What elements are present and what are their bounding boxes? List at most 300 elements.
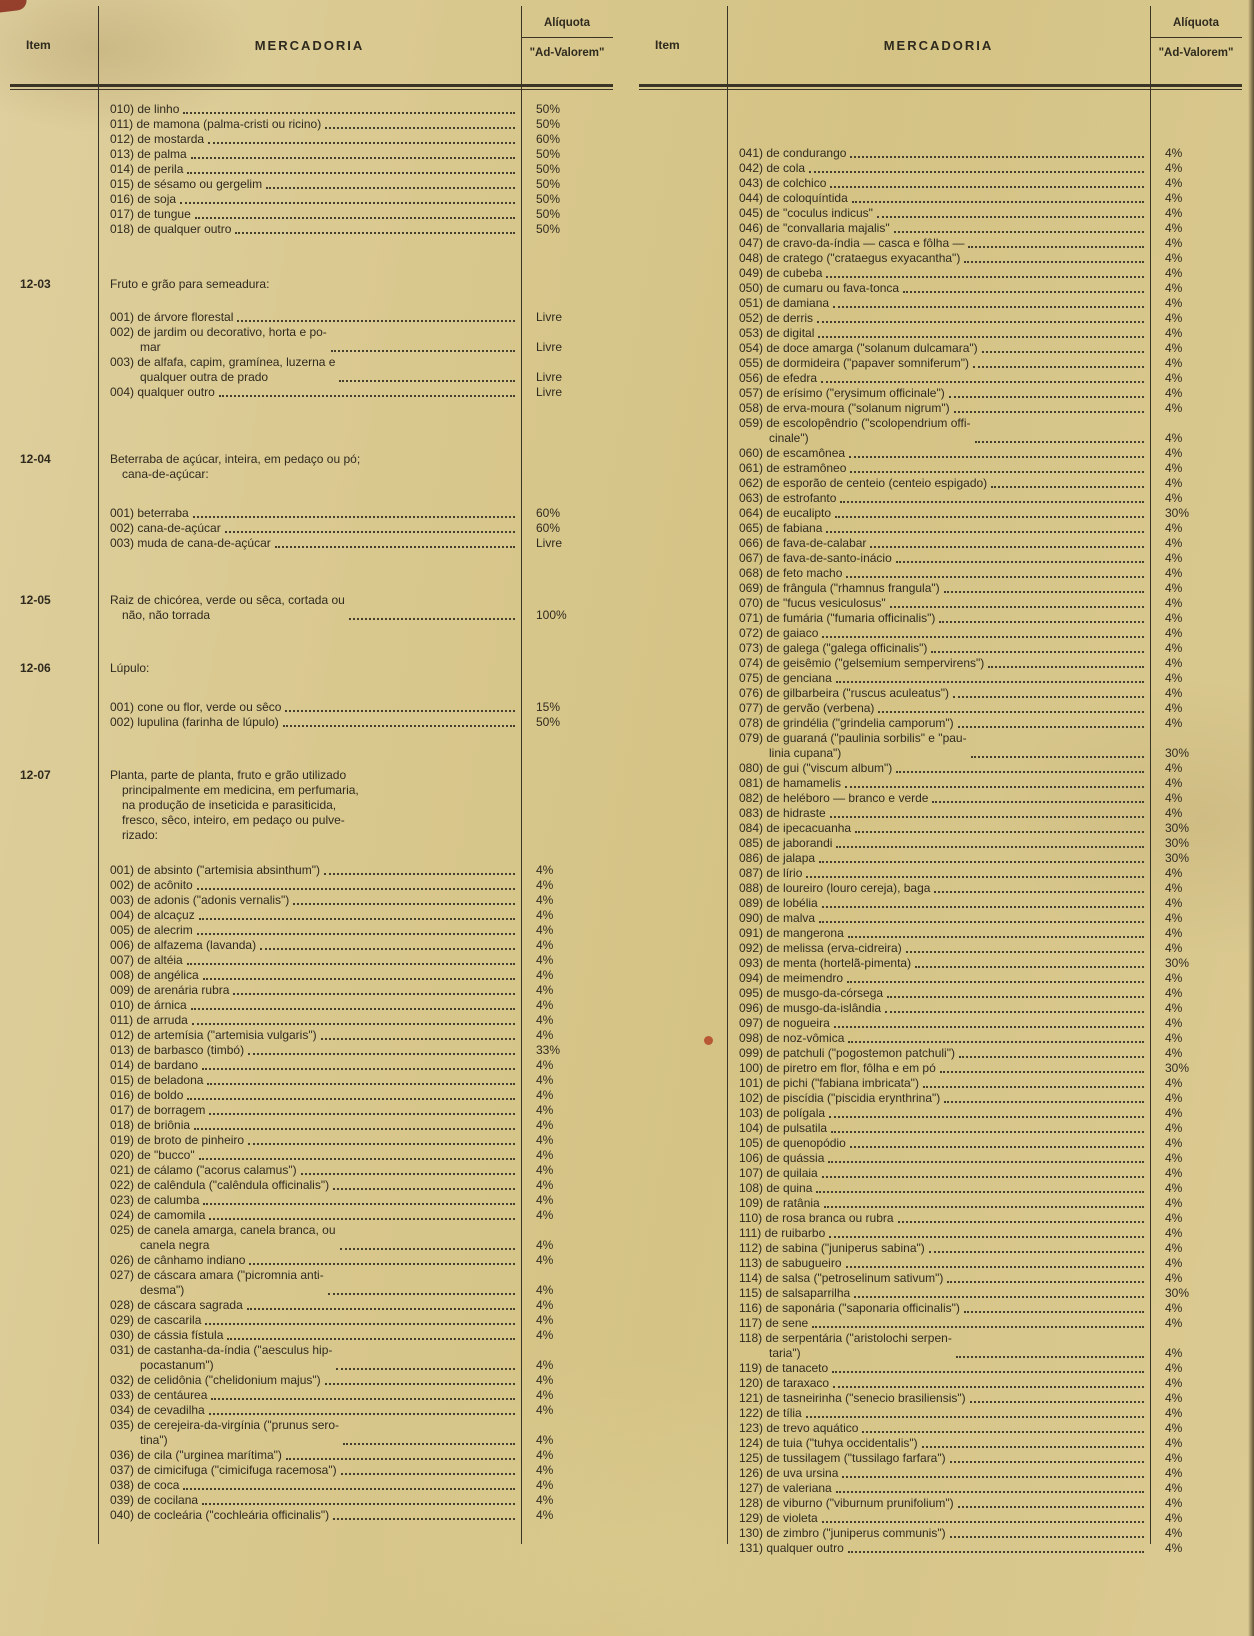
table-row [639,986,1242,1001]
mercadoria-text [727,281,899,296]
header-aliquota-label: Alíquota [521,6,613,38]
mercadoria-text [98,1118,190,1133]
item-code [10,102,98,117]
dot-leader [931,641,1144,653]
table-row [639,461,1242,476]
table-row [10,1148,613,1163]
aliquota-value: 30% [1165,851,1190,865]
item-code [639,581,727,596]
dot-leader [830,176,1144,188]
item-code [10,192,98,207]
table-row [639,356,1242,371]
dot-leader [341,1463,515,1475]
table-row [639,476,1242,491]
dot-leader [964,1301,1144,1313]
item-code [639,761,727,776]
mercadoria-text [98,1163,297,1178]
dot-leader [209,1208,515,1220]
mercadoria-text [727,1211,894,1226]
dot-leader [840,491,1144,503]
item-code [10,1103,98,1118]
item-code [10,310,98,325]
dot-leader [850,461,1144,473]
mercadoria-text [98,878,193,893]
dot-leader [812,1316,1144,1328]
dot-leader [191,147,515,159]
text-line: 091) de mangerona [739,926,844,940]
text-line: 054) de doce amarga ("solanum dulcamara") [739,341,978,355]
aliquota-value: 4% [1165,1466,1183,1480]
aliquota-value: 4% [1165,986,1183,1000]
text-line: 031) de castanha-da-índia ("aesculus hip- [110,1343,333,1357]
text-line: 122) de tília [739,1406,802,1420]
table-row [10,1313,613,1328]
item-code [10,1178,98,1193]
aliquota-value: 4% [1165,716,1183,730]
dot-leader [822,626,1144,638]
dot-leader [199,1148,515,1160]
mercadoria-text [98,102,179,117]
dot-leader [248,1043,515,1055]
mercadoria-text [727,701,874,716]
table-row [639,281,1242,296]
table-row [10,385,613,400]
mercadoria-text [98,983,229,998]
text-line: 003) de adonis ("adonis vernalis") [110,893,290,907]
text-line: 010) de linho [110,102,180,116]
item-code [639,326,727,341]
item-code [639,521,727,536]
table-row [639,1211,1242,1226]
text-line: 038) de coca [110,1478,180,1492]
text-line: 100) de piretro em flor, fôlha e em pó [739,1061,936,1075]
text-line: 060) de escamônea [739,446,846,460]
aliquota-value: 4% [1165,1226,1183,1240]
table-row [639,896,1242,911]
aliquota-value: 4% [1165,476,1183,490]
mercadoria-text [727,1001,881,1016]
aliquota-value: 4% [1165,296,1183,310]
dot-leader [325,1373,515,1385]
dot-leader [877,206,1144,218]
text-line: 104) de pulsatila [739,1121,828,1135]
item-code [10,1328,98,1343]
dot-leader [836,836,1144,848]
dot-leader [848,1031,1144,1043]
text-line: 067) de fava-de-santo-inácio [739,551,892,565]
item-code [639,221,727,236]
mercadoria-text [98,1298,243,1313]
text-line: 027) de cáscara amara ("picromnia anti- [110,1268,324,1282]
item-code [639,851,727,866]
dot-leader [846,1256,1144,1268]
mercadoria-text [98,1043,244,1058]
aliquota-value: 4% [536,1448,554,1462]
aliquota-value: 4% [1165,1166,1183,1180]
dot-leader [939,611,1144,623]
item-code [639,1061,727,1076]
mercadoria-text [727,146,846,161]
text-line: 071) de fumária ("fumaria officinalis") [739,611,936,625]
mercadoria-text [727,521,822,536]
item-code [10,1253,98,1268]
table-row [639,1436,1242,1451]
mercadoria-text [98,1373,321,1388]
mercadoria-text [98,938,256,953]
table-row [10,1268,613,1298]
dot-leader [848,926,1144,938]
mercadoria-text [727,611,935,626]
aliquota-value: 4% [1165,581,1183,595]
text-line: linia cupana") [769,746,842,760]
table-row [639,506,1242,521]
table-row [10,1103,613,1118]
aliquota-value: 4% [536,1058,554,1072]
dot-leader [203,968,515,980]
mercadoria-text [727,1451,946,1466]
mercadoria-text [98,1223,336,1253]
aliquota-value: 4% [1165,1421,1183,1435]
dot-leader [834,1016,1144,1028]
mercadoria-text [98,1418,339,1448]
mercadoria-text [727,671,832,686]
item-code [10,1478,98,1493]
text-line: 022) de calêndula ("calêndula officinalis") [110,1178,330,1192]
left-table [10,6,613,1556]
text-line: 074) de geisêmio ("gelsemium sempervirens") [739,656,985,670]
item-code [639,281,727,296]
table-row [639,221,1242,236]
aliquota-value: 4% [1165,1211,1183,1225]
item-code [10,1493,98,1508]
aliquota-value: 4% [1165,776,1183,790]
table-row [10,177,613,192]
table-row [10,1013,613,1028]
table-row [10,1178,613,1193]
mercadoria-text [98,1508,329,1523]
table-row [639,971,1242,986]
item-code [639,896,727,911]
table-row [10,1133,613,1148]
item-code [639,1511,727,1526]
aliquota-value: 4% [1165,1046,1183,1060]
item-code [639,1391,727,1406]
table-row [10,1388,613,1403]
aliquota-value: 4% [536,1178,554,1192]
section-gap [10,623,613,661]
text-line: Beterraba de açúcar, inteira, em pedaço ou pó; [110,452,361,466]
aliquota-value: 4% [1165,1316,1183,1330]
table-row [10,1343,613,1373]
aliquota-value: 4% [1165,1121,1183,1135]
aliquota-value: 4% [1165,911,1183,925]
mercadoria-text [98,1328,223,1343]
table-row [10,222,613,237]
text-line: 058) de erva-moura ("solanum nigrum") [739,401,950,415]
text-line: 001) beterraba [110,506,189,520]
text-line: 020) de "bucco" [110,1148,195,1162]
dot-leader [890,596,1144,608]
text-line: 042) de cola [739,161,806,175]
mercadoria-text [727,1016,830,1031]
text-line: 034) de cevadilha [110,1403,205,1417]
text-line: 131) qualquer outro [739,1541,844,1555]
aliquota-value: 4% [1165,1391,1183,1405]
item-code: 12-07 [20,768,51,782]
dot-leader [878,701,1144,713]
mercadoria-text [727,386,945,401]
column-divider [727,6,728,1544]
aliquota-value: 4% [1165,1076,1183,1090]
mercadoria-text [727,821,851,836]
mercadoria-text [727,1421,858,1436]
dot-leader [205,1313,515,1325]
mercadoria-text [727,806,826,821]
mercadoria-text [727,416,971,446]
text-line: 105) de quenopódio [739,1136,846,1150]
table-row [639,236,1242,251]
table-row [639,731,1242,761]
text-line: 015) de sésamo ou gergelim [110,177,263,191]
dot-leader [850,1136,1144,1148]
table-row [10,1298,613,1313]
item-code [639,656,727,671]
table-row [10,355,613,385]
text-line: 029) de cascarila [110,1313,202,1327]
mercadoria-text [727,311,813,326]
item-code [10,1208,98,1223]
aliquota-value: 33% [536,1043,561,1057]
mercadoria-text [727,686,949,701]
dot-leader [845,776,1144,788]
text-line: 084) de ipecacuanha [739,821,852,835]
mercadoria-text [727,851,815,866]
aliquota-value: 50% [536,117,561,131]
dot-leader [260,938,515,950]
aliquota-value: 4% [536,1208,554,1222]
dot-leader [852,191,1144,203]
section-gap [10,676,613,700]
item-code [10,1298,98,1313]
aliquota-value: 4% [1165,641,1183,655]
dot-leader [328,1268,515,1295]
table-row [639,911,1242,926]
aliquota-value: 4% [1165,326,1183,340]
table-row [639,1496,1242,1511]
item-code [639,1241,727,1256]
item-code [10,132,98,147]
dot-leader [846,566,1144,578]
dot-leader [227,1328,515,1340]
dot-leader [809,161,1144,173]
dot-leader [363,768,515,840]
mercadoria-text [727,551,892,566]
aliquota-value: 4% [1165,341,1183,355]
table-row [10,998,613,1013]
mercadoria-text [98,1493,198,1508]
dot-leader [970,1391,1144,1403]
mercadoria-text [98,893,289,908]
text-line: 001) cone ou flor, verde ou sêco [110,700,282,714]
aliquota-value: 4% [536,1073,554,1087]
table-row [639,206,1242,221]
dot-leader [806,866,1144,878]
mercadoria-text [98,132,204,147]
aliquota-value: 4% [1165,1256,1183,1270]
aliquota-value: 4% [536,1403,554,1417]
text-line: 013) de barbasco (timbó) [110,1043,245,1057]
aliquota-value: 15% [536,700,561,714]
aliquota-value: 50% [536,207,561,221]
table-row [639,821,1242,836]
mercadoria-text [98,998,187,1013]
aliquota-value: 50% [536,147,561,161]
dot-leader [806,1406,1144,1418]
table-row [639,581,1242,596]
mercadoria-text [98,310,233,325]
dot-leader [822,896,1144,908]
dot-leader [321,1028,515,1040]
dot-leader [954,401,1144,413]
dot-leader [817,311,1144,323]
header-advalorem-label: "Ad-Valorem" [529,47,605,59]
text-line: 044) de coloquíntida [739,191,848,205]
item-code [639,296,727,311]
dot-leader [187,162,515,174]
dot-leader [333,1508,515,1520]
item-code [639,1331,727,1361]
text-line: 002) de acônito [110,878,193,892]
mercadoria-text [727,536,866,551]
aliquota-value: 4% [1165,1031,1183,1045]
text-line: 057) de erísimo ("erysimum officinale") [739,386,945,400]
table-row [639,191,1242,206]
dot-leader [836,1481,1144,1493]
text-line: canela negra [140,1238,210,1252]
dot-leader [187,953,515,965]
item-code [10,938,98,953]
aliquota-value: 4% [536,1508,554,1522]
table-row [10,536,613,551]
aliquota-value: 4% [1165,791,1183,805]
table-row [639,1091,1242,1106]
mercadoria-text [98,863,320,878]
mercadoria-text [98,1253,245,1268]
mercadoria-text [727,641,927,656]
table-row [639,1406,1242,1421]
text-line: 116) de saponária ("saponaria officinalis") [739,1301,960,1315]
table-row [10,1088,613,1103]
mercadoria-text [727,1061,936,1076]
dot-leader [953,686,1144,698]
text-line: 036) de cila ("urginea marítima") [110,1448,282,1462]
aliquota-value: 4% [536,1148,554,1162]
dot-leader [187,1088,515,1100]
table-row [10,1028,613,1043]
dot-leader [898,1211,1144,1223]
dot-leader [197,878,515,890]
aliquota-value: 4% [1165,431,1183,445]
item-code [639,386,727,401]
text-line: 014) de bardano [110,1058,199,1072]
table-row [639,1016,1242,1031]
text-line: 076) de gilbarbeira ("ruscus aculeatus") [739,686,949,700]
dot-leader [819,851,1144,863]
text-line: 051) de damiana [739,296,830,310]
text-line: 125) de tussilagem ("tussilago farfara") [739,1451,946,1465]
mercadoria-text [727,1256,842,1271]
dot-leader [903,281,1144,293]
item-code [10,162,98,177]
text-line: 053) de digital [739,326,815,340]
dot-leader [832,1361,1144,1373]
aliquota-value: 4% [536,908,554,922]
item-code [639,986,727,1001]
mercadoria-text [98,1343,332,1373]
mercadoria-text [727,1226,825,1241]
aliquota-value: 50% [536,715,561,729]
dot-leader [885,1001,1144,1013]
text-line: 043) de colchico [739,176,827,190]
text-line: 046) de "convallaria majalis" [739,221,890,235]
dot-leader [209,1103,515,1115]
mercadoria-text [727,1406,802,1421]
text-line: taria") [769,1346,801,1360]
mercadoria-text [727,1481,832,1496]
text-line: 124) de tuia ("tuhya occidentalis") [739,1436,918,1450]
mercadoria-text [98,1193,199,1208]
item-code [639,686,727,701]
mercadoria-text [98,355,335,385]
item-code [639,1406,727,1421]
dot-leader [829,1106,1144,1118]
mercadoria-text [727,626,818,641]
dot-leader [193,506,515,518]
dot-leader [959,1046,1144,1058]
item-code [639,1016,727,1031]
mercadoria-text [98,968,199,983]
text-line: 114) de salsa ("petroselinum sativum") [739,1271,944,1285]
mercadoria-text [727,1181,812,1196]
mercadoria-text [98,1148,195,1163]
dot-leader [896,761,1144,773]
mercadoria-text [727,1376,829,1391]
text-line: 061) de estramôneo [739,461,847,475]
aliquota-value: 4% [1165,926,1183,940]
text-line: 039) de cocilana [110,1493,199,1507]
aliquota-value: 4% [536,1388,554,1402]
item-code [639,1316,727,1331]
text-line: 117) de sene [739,1316,809,1330]
dot-leader [833,296,1144,308]
dot-leader [208,132,515,144]
table-row [639,521,1242,536]
table-row [639,851,1242,866]
aliquota-value: 30% [1165,506,1190,520]
aliquota-value: 50% [536,222,561,236]
text-line: 083) de hidraste [739,806,826,820]
aliquota-value: 50% [536,177,561,191]
text-line: cinale") [769,431,809,445]
item-code [639,491,727,506]
right-table-body [639,90,1242,1556]
mercadoria-text [727,266,822,281]
text-line: 013) de palma [110,147,187,161]
section-gap [10,400,613,452]
table-row [639,926,1242,941]
mercadoria-text [98,593,345,623]
dot-leader [855,821,1144,833]
